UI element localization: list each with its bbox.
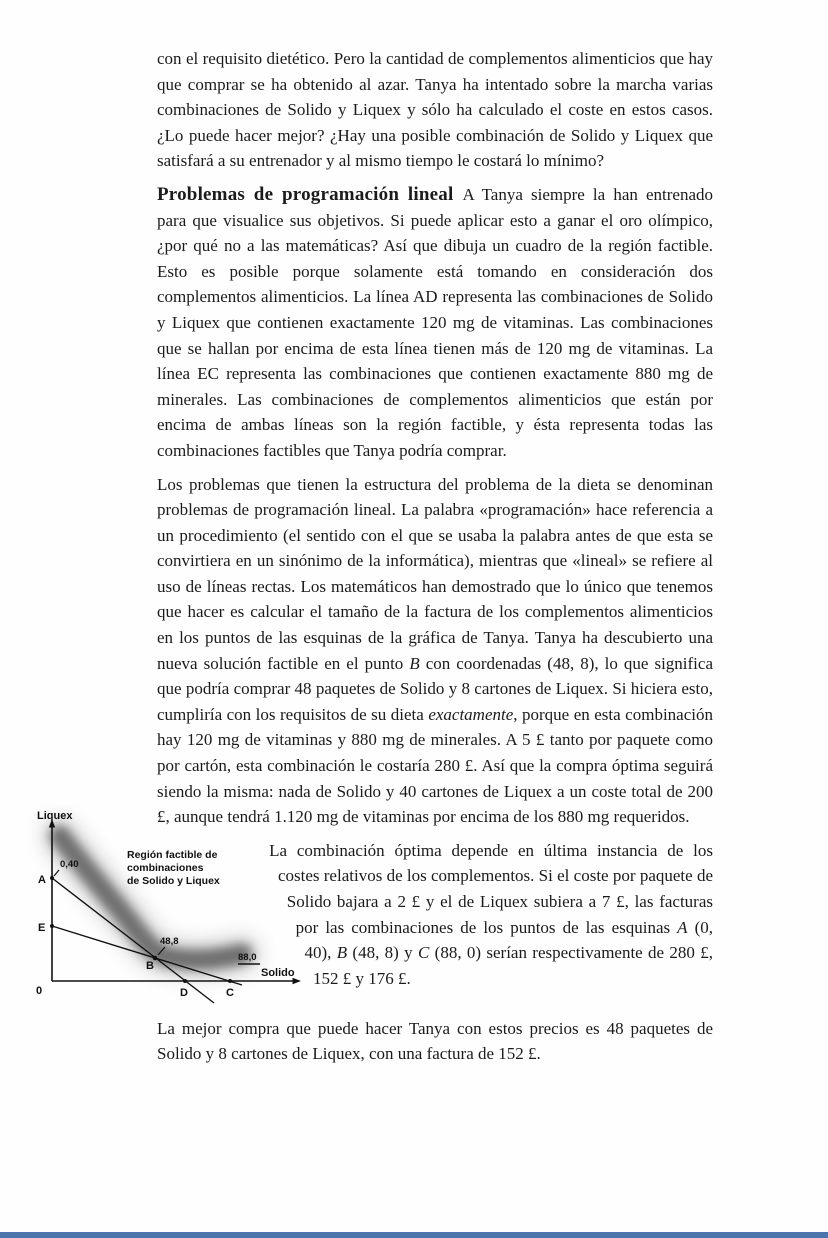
paragraph-optimal-combination: La combinación óptima depende en última instancia de los costes relativos de los complementos. Si el coste por paquete de Solido bajara a 2 £ y el de Liquex subiera a 7 £, las facturas por las combinaciones de los puntos de las esquinas A (0, 40), B (48, 8) y C (88, 0) serían respectivamente de 280 £, 152 £ y 176 £. bbox=[269, 840, 713, 988]
origin-label: 0 bbox=[36, 984, 43, 997]
coord-A-pointer bbox=[54, 870, 59, 876]
bottom-edge-strip bbox=[0, 1232, 828, 1238]
coord-B-label: 48,8 bbox=[160, 935, 179, 947]
point-E-label: E bbox=[38, 921, 46, 934]
figure-caption-line-1: Región factible de bbox=[127, 848, 218, 861]
point-C-dot bbox=[228, 979, 232, 983]
paragraph-best-buy: La mejor compra que puede hacer Tanya con estos precios es 48 paquetes de Solido y 8 cartones de Liquex, con una factura de 152 £. bbox=[157, 1018, 713, 1064]
point-D-label: D bbox=[180, 986, 188, 999]
text-column bbox=[36, 0, 713, 1067]
point-A-dot bbox=[50, 876, 54, 880]
line-AD bbox=[52, 878, 214, 1003]
paragraph-linear-programming: Problemas de programación lineal A Tanya siempre la han entrenado para que visualice sus objetivos. Si puede aplicar esto a ganar el oro olímpico, ¿por qué no a las matemáticas? Así que dibuja un cuadro de la región factible. Esto es posible porque solamente está tomando en consideración dos complementos alimenticios. La línea AD representa las combinaciones de Solido y Liquex que contienen exactamente 120 mg de vitaminas. Las combinaciones que se hallan por encima de esta línea tienen más de 120 mg de vitaminas. La línea EC representa las combinaciones que contienen exactamente 880 mg de minerales. Las combinaciones de complementos alimenticios que están por encima de ambas líneas son la región factible, y ésta representa todas las combinaciones factibles que Tanya podría comprar. bbox=[157, 183, 713, 460]
figure-caption-line-2: combinaciones bbox=[127, 861, 204, 874]
figure-artwork bbox=[10, 804, 312, 1010]
x-axis-label: Solido bbox=[261, 966, 295, 979]
figure-and-wrapped-text bbox=[36, 809, 713, 1067]
feasible-region-figure bbox=[36, 809, 313, 1006]
point-C-label: C bbox=[226, 986, 234, 999]
feasible-region-chart bbox=[10, 804, 312, 1010]
point-E-dot bbox=[50, 924, 54, 928]
coord-C-label: 88,0 bbox=[238, 951, 257, 963]
point-A-label: A bbox=[38, 873, 46, 886]
point-B-label: B bbox=[146, 959, 154, 972]
paragraph-intro: con el requisito dietético. Pero la cantidad de complementos alimenticios que hay que comprar se ha obtenido al azar. Tanya ha intentado sobre la marcha varias combinaciones de Solido y Liquex y sólo ha calculado el coste en estos casos. ¿Lo puede hacer mejor? ¿Hay una posible combinación de Solido y Liquex que satisfará a su entrenador y al mismo tiempo le costará lo mínimo? bbox=[157, 49, 713, 171]
figure-caption-line-3: de Solido y Liquex bbox=[127, 874, 220, 887]
paragraph-diet-problem: Los problemas que tienen la estructura del problema de la dieta se denominan problemas de programación lineal. La palabra «programación» hace referencia a un procedimiento (el sentido con el que se usaba la palabra antes de que esta se convirtiera en un sinónimo de la informática), mientras que «lineal» se refiere al uso de líneas rectas. Los matemáticos han demostrado que lo único que tenemos que hacer es calcular el tamaño de la factura de los complementos alimenticios en los puntos de las esquinas de la gráfica de Tanya. Tanya ha descubierto una nueva solución factible en el punto B con coordenadas (48, 8), lo que significa que podría comprar 48 paquetes de Solido y 8 cartones de Liquex. Si hiciera esto, cumpliría con los requisitos de su dieta exactamente, porque en esta combinación hay 120 mg de vitaminas y 880 mg de minerales. A 5 £ tanto por paquete como por cartón, esta combinación le costaría 280 £. Así que la compra óptima seguirá siendo la misma: nada de Solido y 40 cartones de Liquex a un coste total de 200 £, aunque tendrá 1.120 mg de vitaminas por encima de los 880 mg requeridos. bbox=[157, 474, 713, 827]
y-axis-label: Liquex bbox=[37, 809, 73, 822]
coord-A-label: 0,40 bbox=[60, 858, 79, 870]
point-D-dot bbox=[183, 979, 187, 983]
